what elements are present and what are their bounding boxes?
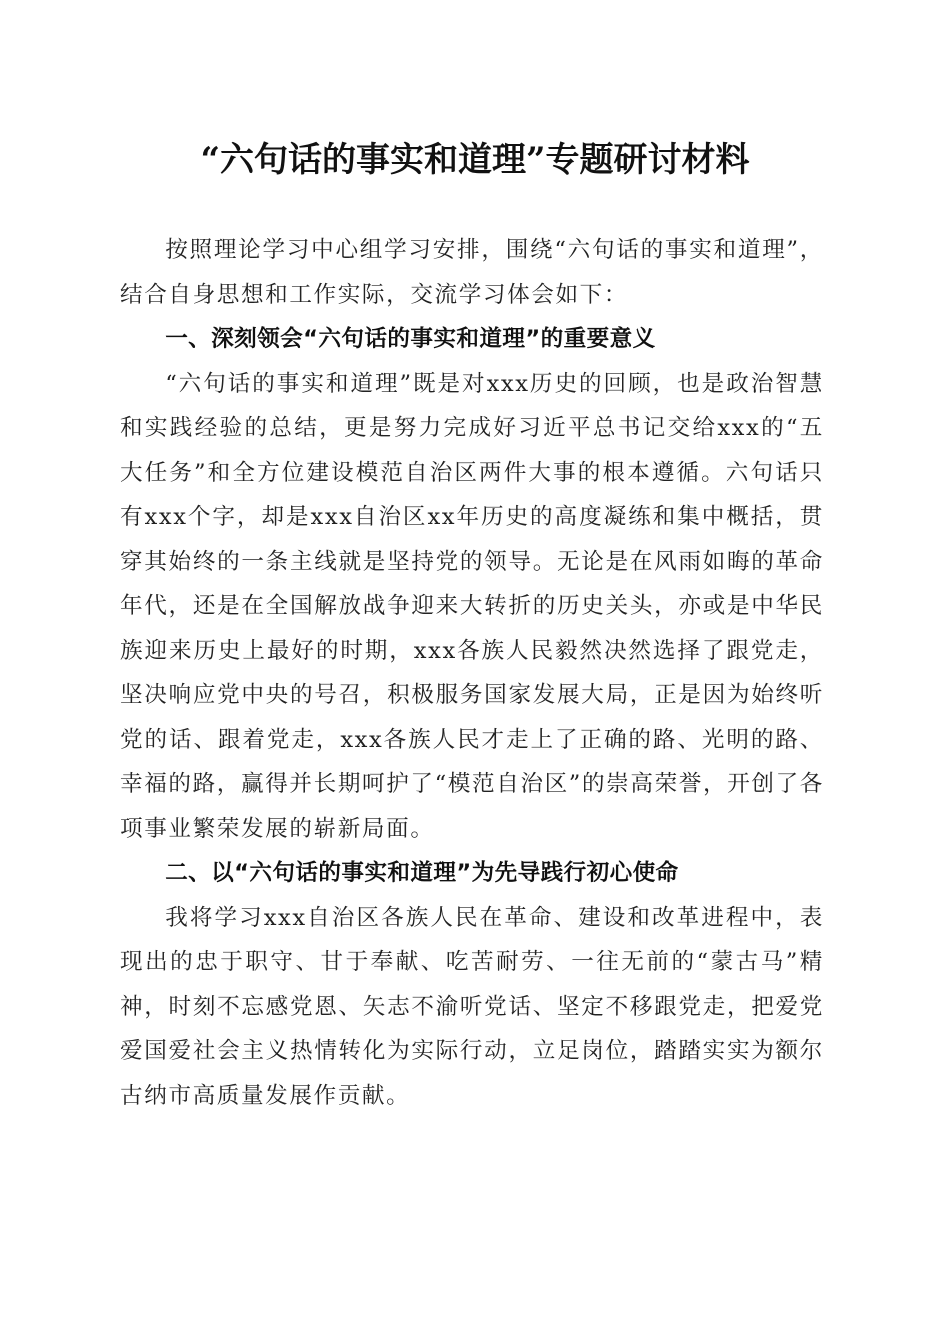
section-2-heading: 二、以“六句话的事实和道理”为先导践行初心使命 [165, 860, 679, 886]
document-title: “六句话的事实和道理”专题研讨材料 [200, 140, 750, 180]
section-2-paragraph: 我将学习xxx自治区各族人民在革命、建设和改革进程中，表现出的忠于职守、甘于奉献、吃苦耐劳、一往无前的“蒙古马”精神，时刻不忘感党恩、矢志不渝听党话、坚定不移跟党走，把爱党爱国爱社会主义热情转化为实际行动，立足岗位，踏踏实实为额尔古纳市高质量发展作贡献。 [120, 904, 824, 1109]
document-body [120, 228, 824, 1118]
section-1-heading: 一、深刻领会“六句话的事实和道理”的重要意义 [165, 326, 656, 352]
intro-paragraph: 按照理论学习中心组学习安排，围绕“六句话的事实和道理”，结合自身思想和工作实际，交流学习体会如下： [120, 237, 824, 308]
section-1-paragraph: “六句话的事实和道理”既是对xxx历史的回顾，也是政治智慧和实践经验的总结，更是努力完成好习近平总书记交给xxx的“五大任务”和全方位建设模范自治区两件大事的根本遵循。六句话只有xxx个字，却是xxx自治区xx年历史的高度凝练和集中概括，贯穿其始终的一条主线就是坚持党的领导。无论是在风雨如晦的革命年代，还是在全国解放战争迎来大转折的历史关头，亦或是中华民族迎来历史上最好的时期，xxx各族人民毅然决然选择了跟党走，坚决响应党中央的号召，积极服务国家发展大局，正是因为始终听党的话、跟着党走，xxx各族人民才走上了正确的路、光明的路、幸福的路，赢得并长期呵护了“模范自治区”的崇高荣誉，开创了各项事业繁荣发展的崭新局面。 [120, 370, 824, 842]
